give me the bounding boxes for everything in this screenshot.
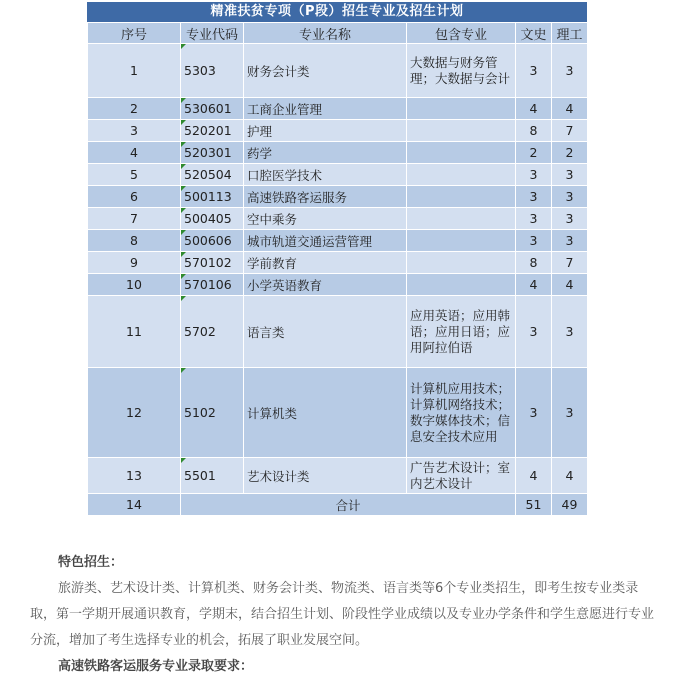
table-row [88, 98, 588, 120]
table-row [88, 368, 588, 458]
table-total-row [88, 494, 588, 516]
row-number: 5 [88, 164, 181, 186]
feature-paragraph: 旅游类、艺术设计类、计算机类、财务会计类、物流类、语言类等6个专业类招生，即考生按专业类录取，第一学期开展通识教育，学期末，结合招生计划、阶段性学业成绩以及专业办学条件和学生意愿进行专业分流，增加了考生选择专业的机会，拓展了职业发展空间。 [30, 581, 655, 648]
feature-heading: 特色招生： [58, 555, 124, 570]
row-number: 9 [88, 252, 181, 274]
total-li: 49 [552, 494, 588, 516]
row-includes: 应用英语；应用韩语；应用日语；应用阿拉伯语 [407, 296, 516, 368]
row-name: 口腔医学技术 [244, 164, 407, 186]
header-code: 专业代码 [181, 23, 244, 44]
row-wen: 3 [516, 186, 552, 208]
row-number: 1 [88, 44, 181, 98]
total-number: 14 [88, 494, 181, 516]
row-number: 12 [88, 368, 181, 458]
table-row [88, 252, 588, 274]
row-number: 4 [88, 142, 181, 164]
row-wen: 4 [516, 458, 552, 494]
row-wen: 3 [516, 208, 552, 230]
row-wen: 3 [516, 230, 552, 252]
row-li: 3 [552, 208, 588, 230]
row-code: 500113 [181, 186, 244, 208]
row-includes [407, 230, 516, 252]
row-includes: 广告艺术设计；室内艺术设计 [407, 458, 516, 494]
description-section [30, 550, 660, 680]
row-number: 6 [88, 186, 181, 208]
total-wen: 51 [516, 494, 552, 516]
table-body [88, 44, 588, 516]
row-number: 10 [88, 274, 181, 296]
row-li: 4 [552, 458, 588, 494]
row-name: 药学 [244, 142, 407, 164]
table-row [88, 274, 588, 296]
table-row [88, 120, 588, 142]
row-li: 4 [552, 98, 588, 120]
row-includes [407, 120, 516, 142]
row-includes [407, 98, 516, 120]
row-code: 570106 [181, 274, 244, 296]
row-li: 7 [552, 252, 588, 274]
row-li: 3 [552, 164, 588, 186]
total-label: 合计 [181, 494, 516, 516]
table-row [88, 458, 588, 494]
row-number: 7 [88, 208, 181, 230]
row-includes: 大数据与财务管理；大数据与会计 [407, 44, 516, 98]
row-name: 财务会计类 [244, 44, 407, 98]
row-wen: 3 [516, 164, 552, 186]
row-li: 3 [552, 44, 588, 98]
row-name: 高速铁路客运服务 [244, 186, 407, 208]
header-wen: 文史 [516, 23, 552, 44]
row-li: 3 [552, 230, 588, 252]
enrollment-table [87, 22, 588, 516]
table-row [88, 230, 588, 252]
row-code: 530601 [181, 98, 244, 120]
row-includes [407, 208, 516, 230]
row-number: 8 [88, 230, 181, 252]
row-wen: 3 [516, 296, 552, 368]
row-includes [407, 252, 516, 274]
row-name: 语言类 [244, 296, 407, 368]
enrollment-table-container [87, 2, 587, 516]
row-includes [407, 164, 516, 186]
table-row [88, 186, 588, 208]
row-wen: 2 [516, 142, 552, 164]
header-no: 序号 [88, 23, 181, 44]
row-name: 工商企业管理 [244, 98, 407, 120]
table-title: 精准扶贫专项（P段）招生专业及招生计划 [87, 2, 587, 22]
row-wen: 3 [516, 44, 552, 98]
table-row [88, 208, 588, 230]
railway-requirements-heading: 高速铁路客运服务专业录取要求： [58, 659, 254, 674]
row-name: 艺术设计类 [244, 458, 407, 494]
row-wen: 8 [516, 120, 552, 142]
row-code: 570102 [181, 252, 244, 274]
table-row [88, 164, 588, 186]
table-row [88, 142, 588, 164]
row-code: 5501 [181, 458, 244, 494]
row-code: 500405 [181, 208, 244, 230]
table-row [88, 44, 588, 98]
header-includes: 包含专业 [407, 23, 516, 44]
row-includes [407, 274, 516, 296]
row-includes: 计算机应用技术；计算机网络技术；数字媒体技术；信息安全技术应用 [407, 368, 516, 458]
row-name: 小学英语教育 [244, 274, 407, 296]
row-li: 3 [552, 368, 588, 458]
row-number: 3 [88, 120, 181, 142]
row-includes [407, 142, 516, 164]
row-number: 13 [88, 458, 181, 494]
row-code: 520201 [181, 120, 244, 142]
row-li: 4 [552, 274, 588, 296]
row-name: 学前教育 [244, 252, 407, 274]
table-header-row [88, 23, 588, 44]
row-code: 520504 [181, 164, 244, 186]
header-li: 理工 [552, 23, 588, 44]
row-code: 500606 [181, 230, 244, 252]
row-number: 11 [88, 296, 181, 368]
row-li: 3 [552, 186, 588, 208]
row-number: 2 [88, 98, 181, 120]
row-wen: 4 [516, 274, 552, 296]
row-wen: 3 [516, 368, 552, 458]
row-name: 空中乘务 [244, 208, 407, 230]
row-code: 520301 [181, 142, 244, 164]
header-name: 专业名称 [244, 23, 407, 44]
row-code: 5303 [181, 44, 244, 98]
row-includes [407, 186, 516, 208]
row-code: 5702 [181, 296, 244, 368]
row-wen: 8 [516, 252, 552, 274]
table-row [88, 296, 588, 368]
row-li: 3 [552, 296, 588, 368]
row-code: 5102 [181, 368, 244, 458]
row-li: 7 [552, 120, 588, 142]
row-name: 护理 [244, 120, 407, 142]
row-name: 计算机类 [244, 368, 407, 458]
row-wen: 4 [516, 98, 552, 120]
row-name: 城市轨道交通运营管理 [244, 230, 407, 252]
row-li: 2 [552, 142, 588, 164]
